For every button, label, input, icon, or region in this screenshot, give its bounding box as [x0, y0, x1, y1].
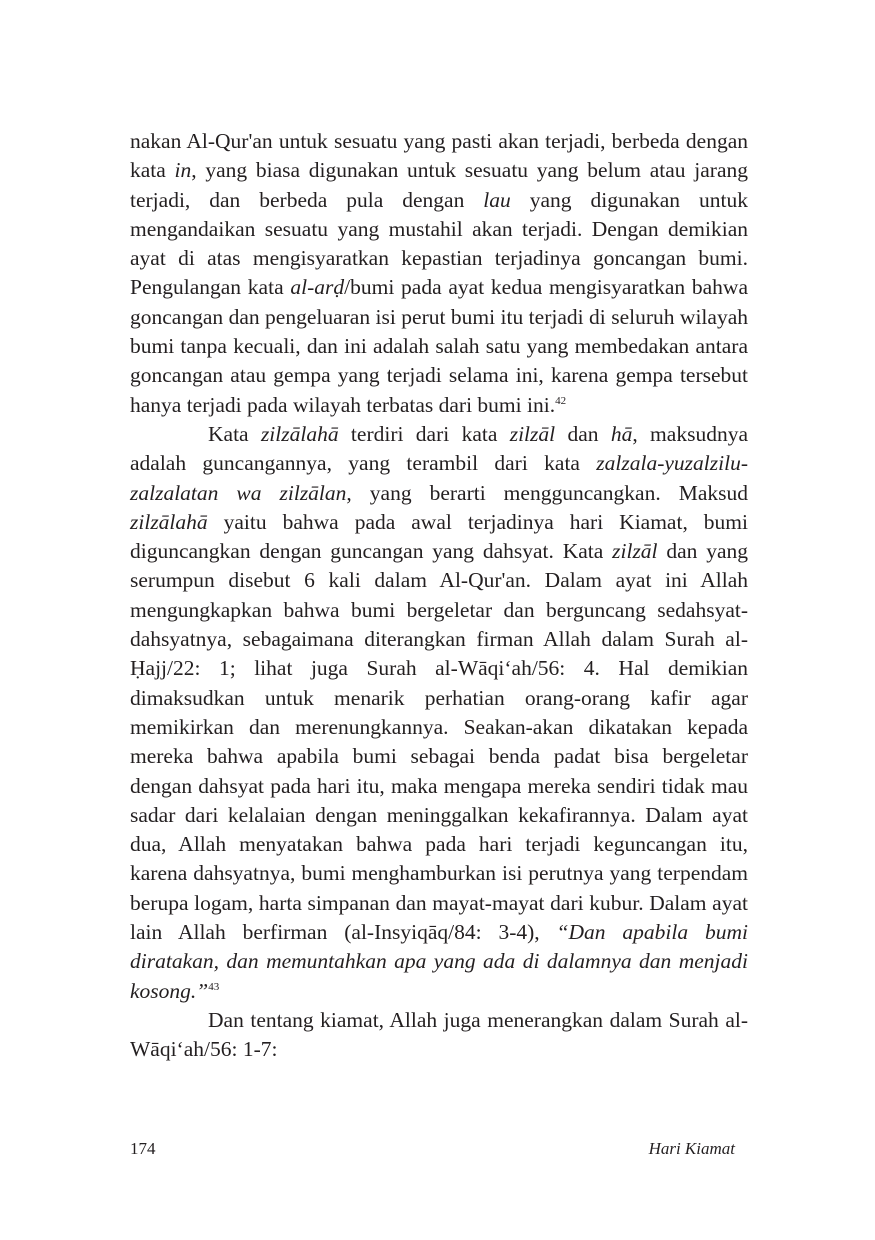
- running-title: Hari Kiamat: [648, 1139, 735, 1158]
- paragraph: [130, 420, 748, 1006]
- text-run: dan yang serumpun disebut 6 kali dalam Al-Qur'an. Dalam ayat ini Allah mengungkapkan bahwa bumi bergeletar dan berguncang sedahsyat-dahsyatnya, sebagaimana diterangkan firman Allah dalam Surah al-Ḥajj/22: 1; lihat juga Surah al-Wāqi‘ah/56: 4. Hal demikian dimaksudkan untuk menarik perhatian orang-orang kafir agar memikirkan dan merenungkannya. Seakan-akan dikatakan kepada mereka bahwa apabila bumi sebagai benda padat bisa bergeletar dengan dahsyat pada hari itu, maka mengapa mereka sendiri tidak mau sadar dari kelalaian dengan meninggalkan kekafirannya. Dalam ayat dua, Allah menyatakan bahwa pada hari terjadi keguncangan itu, karena dahsyatnya, bumi menghamburkan isi perutnya yang terpendam berupa logam, harta simpanan dan mayat-mayat dari kubur. Dalam ayat lain Allah berfirman (al-Insyiqāq/84: 3-4),: [130, 539, 748, 945]
- text-run: yaitu bahwa pada awal terjadinya hari Kiamat, bumi diguncangkan dengan guncangan yang dahsyat. Kata: [130, 509, 748, 564]
- italic-term: “Dan apabila bumi diratakan, dan memuntahkan apa yang ada di dalamnya dan menjadi kosong.”: [130, 920, 748, 1003]
- text-run: , yang biasa digunakan untuk sesuatu yang belum atau jarang terjadi, dan berbeda pula dengan: [130, 158, 748, 212]
- text-run: /bumi pada ayat kedua mengisyaratkan bahwa goncangan dan pengeluaran isi perut bumi itu terjadi di seluruh wilayah bumi tanpa kecuali, dan ini adalah salah satu yang membedakan antara goncangan atau gempa yang terjadi selama ini, karena gempa tersebut hanya terjadi pada wilayah terbatas dari bumi ini.: [130, 275, 748, 417]
- text-run: Kata: [208, 421, 261, 446]
- text-run: , maksudnya adalah guncangannya, yang terambil dari kata: [130, 421, 748, 476]
- paragraph: [130, 1006, 748, 1065]
- italic-term: zilzālahā: [130, 509, 208, 534]
- italic-term: zilzāl: [509, 421, 556, 446]
- italic-term: al-arḍ: [290, 275, 345, 300]
- text-run: dan: [555, 421, 611, 446]
- text-run: terdiri dari kata: [338, 421, 510, 446]
- footnote-ref: 43: [208, 980, 220, 993]
- body-text: [130, 127, 748, 1065]
- italic-term: hā: [610, 421, 633, 446]
- page-number: 174: [130, 1139, 156, 1158]
- text-run: yang digunakan untuk mengandaikan sesuatu yang mustahil akan terjadi. Dengan demikian ayat di atas mengisyaratkan kepastian terjadinya goncangan bumi. Pengulangan kata: [130, 187, 748, 300]
- italic-term: zalzala-yuzalzilu-zalzalatan wa zilzālan: [130, 451, 748, 505]
- italic-term: zilzālahā: [260, 421, 339, 446]
- footnote-ref: 42: [555, 394, 567, 407]
- italic-term: in: [174, 158, 192, 183]
- italic-term: zilzāl: [612, 539, 658, 564]
- text-run: Dan tentang kiamat, Allah juga menerangkan dalam Surah al-Wāqi‘ah/56: 1-7:: [130, 1007, 748, 1062]
- paragraph: [130, 127, 748, 420]
- text-run: , yang berarti mengguncangkan. Maksud: [346, 480, 748, 505]
- italic-term: lau: [483, 187, 511, 212]
- text-run: nakan Al-Qur'an untuk sesuatu yang pasti akan terjadi, berbeda dengan kata: [130, 129, 748, 183]
